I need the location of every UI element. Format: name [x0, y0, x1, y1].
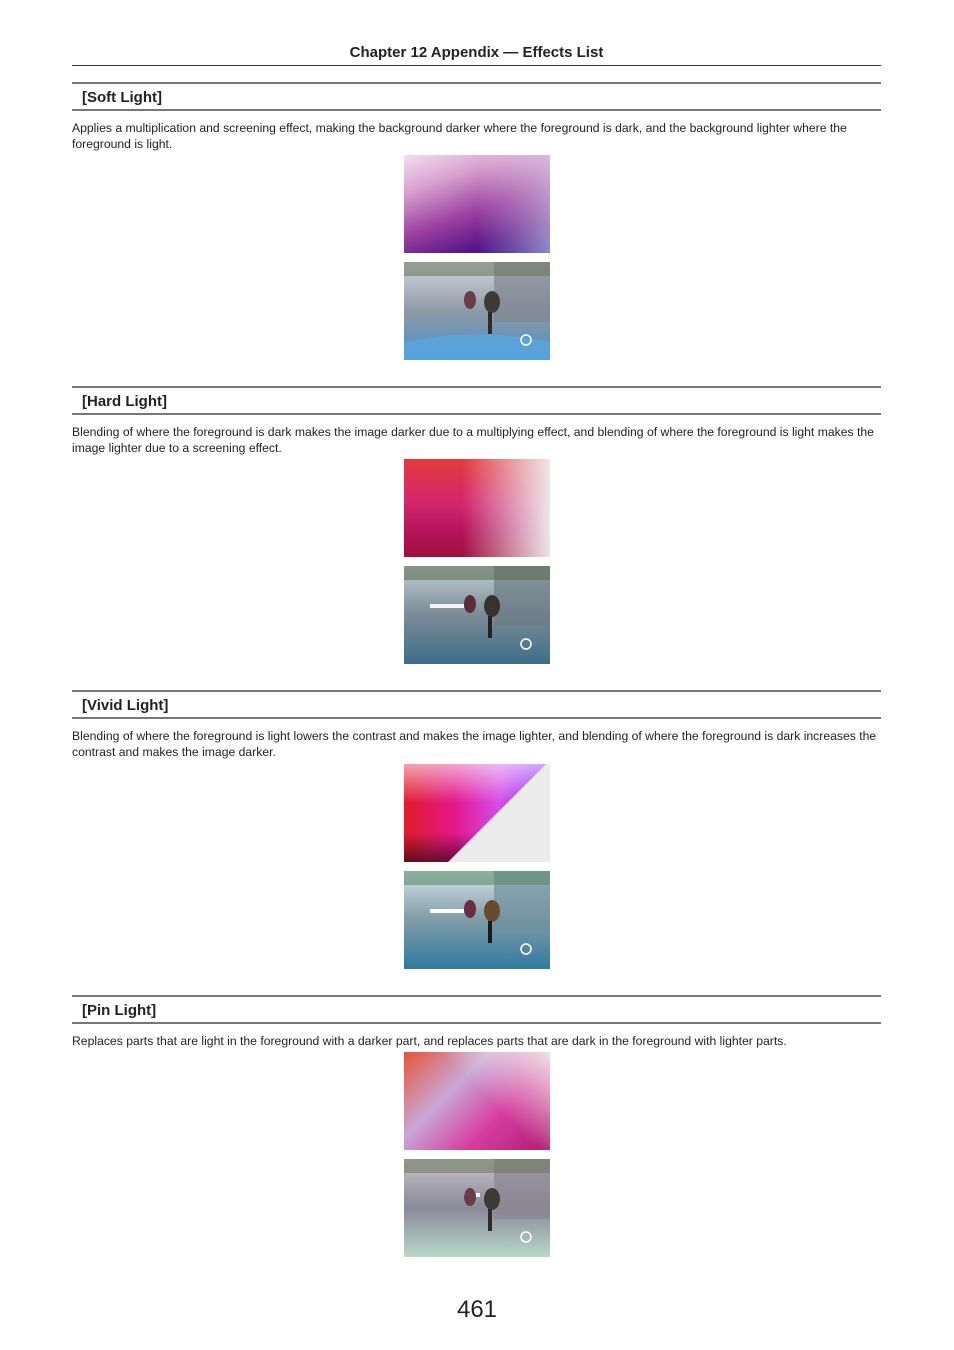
section-title: [Pin Light]: [72, 995, 881, 1024]
section-description: Blending of where the foreground is dark makes the image darker due to a multiplying effect, and blending of where the foreground is light makes the image lighter due to a screening effect.: [72, 425, 874, 455]
section-title: [Soft Light]: [72, 82, 881, 111]
page-number: 461: [456, 1296, 498, 1323]
blended-photo-image: [404, 871, 550, 969]
section-title: [Vivid Light]: [72, 690, 881, 719]
gradient-sample-image: [404, 459, 550, 557]
section-description: Replaces parts that are light in the foreground with a darker part, and replaces parts that are dark in the foreground with lighter parts.: [72, 1034, 787, 1048]
section-description: Applies a multiplication and screening effect, making the background darker where the foreground is dark, and the background lighter where the foreground is light.: [72, 121, 847, 151]
section-hard-light: [72, 386, 881, 456]
section-soft-light: [72, 82, 881, 152]
gradient-sample-image: [404, 1052, 550, 1150]
section-description: Blending of where the foreground is light lowers the contrast and makes the image lighter, and blending of where the foreground is dark increases the contrast and makes the image darker.: [72, 729, 877, 759]
running-header: Chapter 12 Appendix — Effects List: [72, 44, 881, 66]
section-vivid-light: [72, 690, 881, 760]
section-title: [Hard Light]: [72, 386, 881, 415]
blended-photo-image: [404, 1159, 550, 1257]
gradient-sample-image: [404, 155, 550, 253]
blended-photo-image: [404, 262, 550, 360]
blended-photo-image: [404, 566, 550, 664]
section-pin-light: [72, 995, 881, 1049]
gradient-sample-image: [404, 764, 550, 862]
